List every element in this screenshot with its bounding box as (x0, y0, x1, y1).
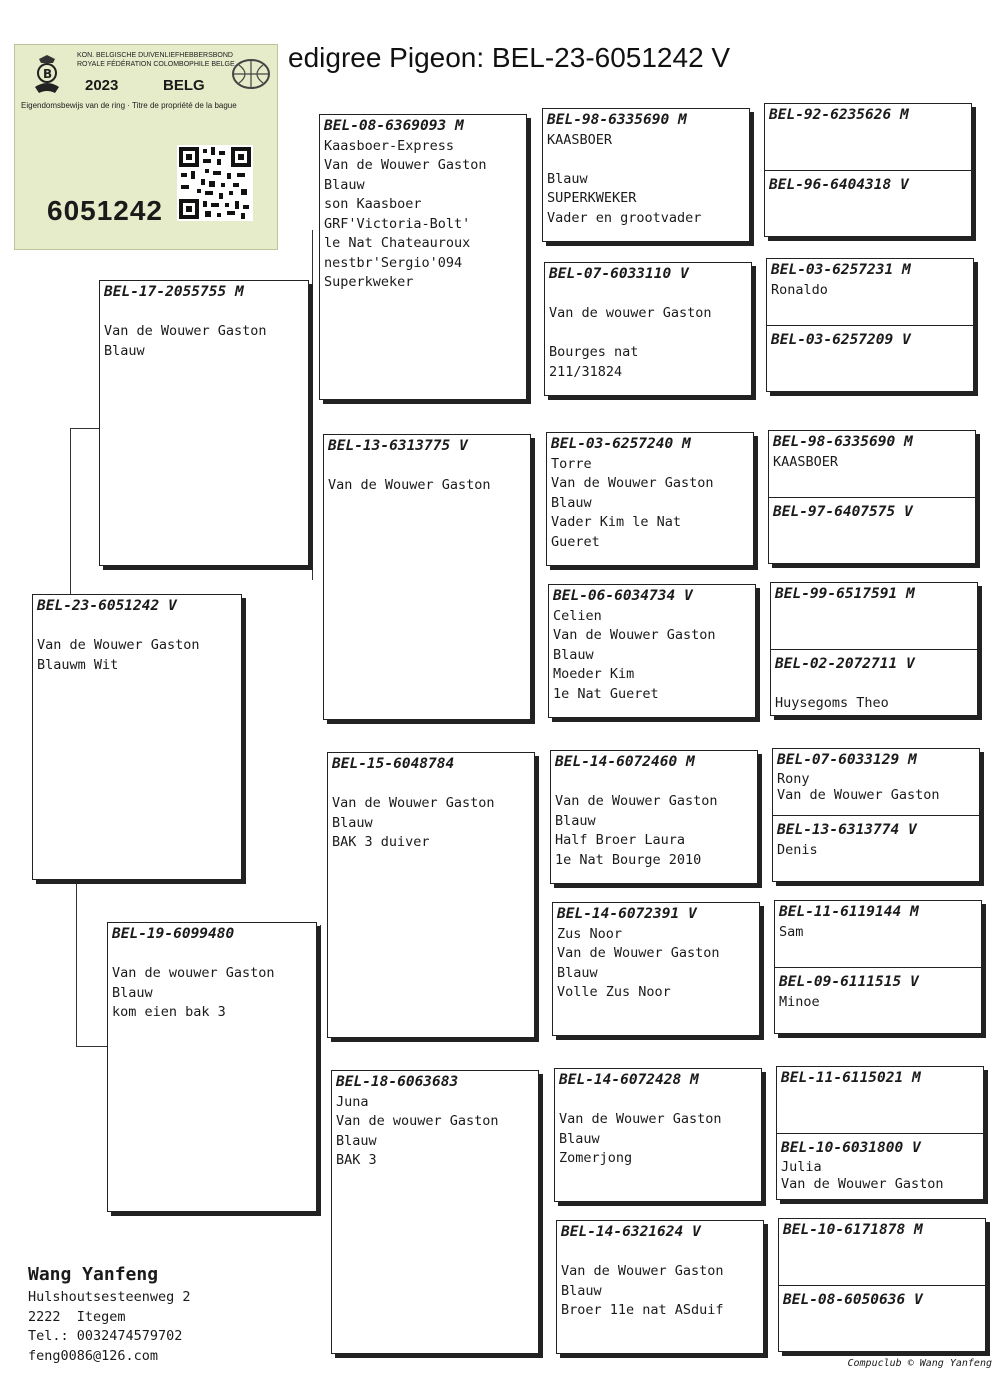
ring-number-label: BEL-03-6257209 V (771, 332, 911, 348)
owner-email: feng0086@126.com (28, 1347, 159, 1364)
ring-number-label: BEL-99-6517591 M (775, 586, 915, 602)
pedigree-box-fm (323, 434, 531, 720)
pedigree-info-line: Van de Wouwer Gaston (37, 637, 200, 653)
pedigree-box-mff (550, 750, 758, 884)
pedigree-box-fmf (546, 432, 754, 566)
ring-number-label: BEL-97-6407575 V (773, 504, 913, 520)
pedigree-info-line (549, 324, 747, 344)
ring-number-label: BEL-13-6313774 V (777, 822, 917, 838)
pedigree-info-line: Van de Wouwer Gaston (555, 793, 718, 809)
pedigree-info-line: Blauw (112, 984, 153, 1001)
pedigree-box-mmf (554, 1068, 762, 1202)
pedigree-info-line: Van de Wouwer Gaston (551, 475, 714, 491)
pedigree-box-gen5-3 (768, 430, 976, 564)
pedigree-info-line: Zomerjong (559, 1150, 633, 1166)
pedigree-info-line (555, 773, 753, 793)
pedigree-info-line: le Nat Chateauroux (324, 235, 471, 251)
pedigree-info-line: Juna (336, 1093, 369, 1110)
pedigree-info-line: 1e Nat Bourge 2010 (555, 851, 702, 868)
pedigree-info-line: Van de wouwer Gaston (336, 1113, 499, 1129)
svg-text:B: B (43, 67, 53, 81)
box-divider (775, 967, 981, 968)
pedigree-info-line: Minoe (779, 993, 820, 1010)
pedigree-info-line: Moeder Kim (553, 666, 635, 682)
connector-line (76, 880, 111, 1047)
connector-line (70, 428, 101, 599)
pedigree-info-line: GRF'Victoria-Bolt' (324, 215, 471, 232)
pedigree-box-mmm (556, 1220, 764, 1354)
pedigree-info-line: Blauw (332, 814, 373, 831)
pedigree-info-line: Vader Kim le Nat (551, 514, 682, 530)
pedigree-info-line: KAASBOER (773, 453, 839, 470)
footer-credit: Compuclub © Wang Yanfeng (847, 1358, 992, 1369)
pedigree-info-line: Broer 11e nat ASduif (561, 1302, 724, 1318)
box-divider (771, 649, 977, 650)
pedigree-info-line: Van de Wouwer Gaston (559, 1111, 722, 1127)
pedigree-info-line: Celien (553, 607, 602, 624)
globe-logo-icon (229, 57, 273, 91)
pedigree-info-line: Julia (781, 1158, 822, 1175)
pedigree-info-line: Blauw (324, 176, 365, 193)
ring-number-label: BEL-02-2072711 V (775, 656, 915, 672)
pedigree-info-line: Van de Wouwer Gaston (332, 795, 495, 811)
pedigree-info-line: Rony (777, 770, 810, 787)
pedigree-info-line: Blauw (561, 1282, 602, 1299)
pedigree-box-fff (542, 108, 750, 242)
ring-number-label: BEL-03-6257231 M (771, 262, 911, 278)
pedigree-box-mm (331, 1070, 539, 1354)
ring-number-label: BEL-14-6072460 M (555, 754, 695, 770)
pedigree-info-line: Volle Zus Noor (557, 984, 671, 1000)
pedigree-info-line: Ronaldo (771, 281, 828, 298)
federation-name-fr: ROYALE FÉDÉRATION COLOMBOPHILE BELGE (77, 61, 235, 68)
pedigree-info-line: Van de Wouwer Gaston (561, 1263, 724, 1279)
owner-name: Wang Yanfeng (28, 1264, 159, 1285)
pedigree-box-gen5-1 (764, 103, 972, 237)
pedigree-info-line: Van de Wouwer Gaston (553, 627, 716, 643)
pedigree-info-line: BAK 3 (336, 1152, 377, 1168)
page-title: edigree Pigeon: BEL-23-6051242 V (288, 42, 731, 73)
pedigree-info-line (547, 150, 745, 170)
pedigree-box-father (99, 280, 309, 566)
pedigree-info-line: Blauw (559, 1130, 600, 1147)
ring-number-label: BEL-07-6033129 M (777, 752, 917, 768)
pedigree-info-line: Blauw (547, 170, 588, 187)
ring-number-label: BEL-11-6119144 M (779, 904, 919, 920)
pedigree-box-mfm (552, 902, 760, 1036)
box-divider (779, 1285, 985, 1286)
ring-number-label: BEL-98-6335690 M (547, 112, 687, 128)
pedigree-info-line: Van de wouwer Gaston (112, 965, 275, 981)
ring-number-label: BEL-17-2055755 M (104, 284, 244, 300)
pedigree-box-mf (327, 752, 535, 1038)
pedigree-info-line: Huysegoms Theo (775, 695, 889, 711)
pedigree-box-gen5-7 (776, 1066, 984, 1200)
pedigree-info-line (37, 617, 237, 637)
pedigree-info-line (559, 1091, 757, 1111)
ring-number-label: BEL-03-6257240 M (551, 436, 691, 452)
pedigree-box-ff (319, 114, 527, 400)
pedigree-info-line: Van de Wouwer Gaston (324, 157, 487, 173)
federation-name-nl: KON. BELGISCHE DUIVENLIEFHEBBERSBOND (77, 52, 233, 59)
pedigree-box-gen5-2 (766, 258, 974, 392)
pedigree-box-subject (32, 594, 242, 880)
ring-number-label: BEL-10-6171878 M (783, 1222, 923, 1238)
ring-number-label: BEL-15-6048784 (332, 756, 455, 772)
pedigree-info-line: KAASBOER (547, 131, 613, 148)
pedigree-info-line (112, 945, 312, 965)
pedigree-info-line: Gueret (551, 533, 600, 550)
pedigree-info-line: BAK 3 duiver (332, 834, 430, 850)
ring-number-label: BEL-06-6034734 V (553, 588, 693, 604)
pedigree-box-fmm (548, 584, 756, 718)
qr-code-icon (177, 145, 253, 221)
pedigree-info-line: nestbr'Sergio'094 (324, 254, 463, 271)
pedigree-info-line (332, 775, 530, 795)
pedigree-info-line: 211/31824 (549, 363, 623, 380)
pedigree-info-line: Blauw (104, 342, 145, 359)
ring-number-label: BEL-14-6321624 V (561, 1224, 701, 1240)
pedigree-info-line: Van de Wouwer Gaston (328, 477, 491, 493)
pedigree-info-line: Van de wouwer Gaston (549, 305, 712, 321)
ring-country: BELG (163, 77, 205, 94)
ring-number-label: BEL-18-6063683 (336, 1074, 459, 1090)
box-divider (767, 325, 973, 326)
ring-number: 6051242 (47, 195, 164, 226)
pedigree-info-line: Blauwm Wit (37, 656, 119, 673)
ring-number-label: BEL-19-6099480 (112, 926, 235, 942)
federation-name (77, 51, 235, 69)
box-divider (773, 815, 979, 816)
ring-number-label: BEL-10-6031800 V (781, 1140, 921, 1156)
ring-number-label: BEL-08-6050636 V (783, 1292, 923, 1308)
ring-number-label: BEL-98-6335690 M (773, 434, 913, 450)
ring-number-label: BEL-96-6404318 V (769, 177, 909, 193)
pedigree-info-line: Vader en grootvader (547, 209, 702, 226)
pedigree-info-line: Superkweker (324, 274, 414, 290)
pedigree-info-line (549, 285, 747, 305)
pedigree-box-gen5-4 (770, 582, 978, 716)
pedigree-info-line: Van de Wouwer Gaston (557, 945, 720, 961)
box-divider (777, 1133, 983, 1134)
pedigree-info-line: 1e Nat Gueret (553, 685, 659, 702)
pedigree-info-line: son Kaasboer (324, 196, 422, 212)
pedigree-info-line: Denis (777, 841, 818, 858)
pedigree-info-line (775, 675, 973, 695)
pedigree-box-mother (107, 922, 317, 1212)
certificate-text: Eigendomsbewijs van de ring · Titre de propriété de la bague (21, 101, 237, 110)
pedigree-info-line (328, 457, 526, 477)
pedigree-info-line: Van de Wouwer Gaston (777, 786, 940, 803)
box-divider (765, 170, 971, 171)
pedigree-info-line: Blauw (551, 494, 592, 511)
ring-number-label: BEL-11-6115021 M (781, 1070, 921, 1086)
pedigree-info-line: Van de Wouwer Gaston (104, 323, 267, 339)
ring-number-label: BEL-07-6033110 V (549, 266, 689, 282)
ring-number-label: BEL-13-6313775 V (328, 438, 468, 454)
ring-number-label: BEL-23-6051242 V (37, 598, 177, 614)
pedigree-info-line (104, 303, 304, 323)
pedigree-info-line: Van de Wouwer Gaston (781, 1175, 944, 1192)
federation-logo-icon (31, 53, 63, 97)
pedigree-info-line: Sam (779, 923, 804, 940)
pedigree-box-ffm (544, 262, 752, 396)
pedigree-info-line: Half Broer Laura (555, 832, 686, 848)
ring-year: 2023 (85, 77, 119, 94)
ring-certificate-card (14, 44, 278, 250)
box-divider (769, 497, 975, 498)
owner-city: 2222 Itegem (28, 1308, 126, 1325)
pedigree-box-gen5-6 (774, 900, 982, 1034)
ring-number-label: BEL-09-6111515 V (779, 974, 919, 990)
ring-number-label: BEL-14-6072428 M (559, 1072, 699, 1088)
pedigree-box-gen5-8 (778, 1218, 986, 1352)
owner-street: Hulshoutsesteenweg 2 (28, 1289, 191, 1305)
pedigree-info-line (561, 1243, 759, 1263)
ring-number-label: BEL-14-6072391 V (557, 906, 697, 922)
pedigree-box-gen5-5 (772, 748, 980, 882)
pedigree-info-line: Blauw (555, 812, 596, 829)
pedigree-info-line: Bourges nat (549, 344, 639, 360)
pedigree-info-line: Blauw (336, 1132, 377, 1149)
ring-number-label: BEL-92-6235626 M (769, 107, 909, 123)
owner-phone: Tel.: 0032474579702 (28, 1328, 183, 1344)
owner-info (28, 1262, 191, 1366)
pedigree-info-line: Blauw (553, 646, 594, 663)
pedigree-info-line: Kaasboer-Express (324, 137, 455, 154)
pedigree-info-line: Torre (551, 455, 592, 472)
pedigree-info-line: SUPERKWEKER (547, 190, 637, 206)
pedigree-info-line: Blauw (557, 964, 598, 981)
pedigree-info-line: Zus Noor (557, 925, 623, 942)
pedigree-info-line: kom eien bak 3 (112, 1004, 226, 1020)
ring-number-label: BEL-08-6369093 M (324, 118, 464, 134)
